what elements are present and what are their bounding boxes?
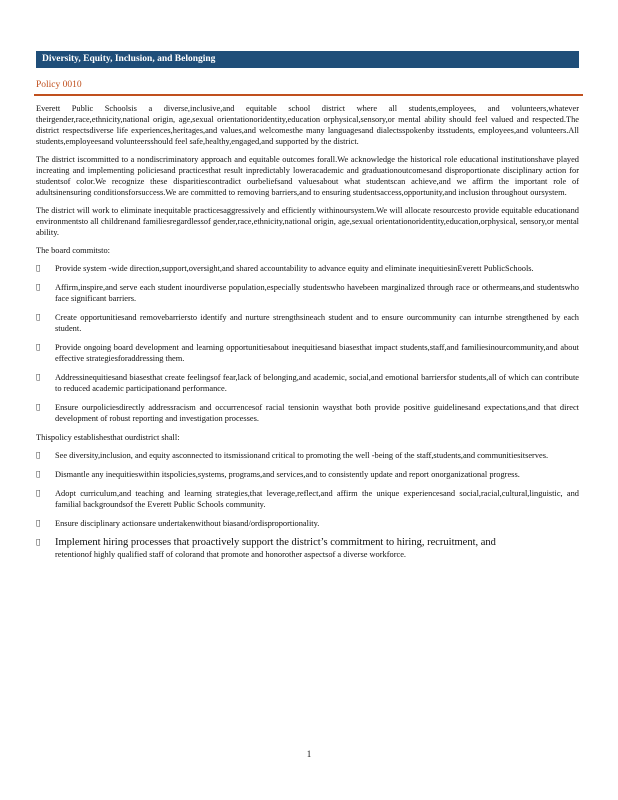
list-item: Ensure disciplinary actionsare undertakenwithout biasand/ordisproportionality.: [36, 518, 579, 529]
district-shall-list: [36, 450, 579, 560]
page-number: 1: [306, 749, 312, 759]
bullet-icon: [36, 488, 40, 499]
paragraph-elimination: The district will work to eliminate inequitable practicesaggressively and efficiently withinoursystem.We will allocate resourcesto provide equitable educationand environmentsto all childrenand familiesregardlessof gender,race,ethnicity,national origin, age,sexual orientationoridentity,education,orphysical, sensory,or mental ability.: [36, 206, 579, 237]
bullet-icon: [36, 312, 40, 323]
list-item: Adopt curriculum,and teaching and learning strategies,that leverage,reflect,and affirm the unique experiencesand social,racial,cultural,linguistic, and familial backgroundsof the Everett Public Schools community.: [36, 488, 579, 510]
board-commitments-list: [36, 263, 579, 424]
hiring-item-rest: retentionof highly qualified staff of colorand that promote and honorother aspectsof a diverse workforce.: [55, 550, 407, 559]
bullet-icon: [36, 537, 40, 548]
policy-number: Policy 0010: [36, 80, 82, 90]
paragraph-commitment: The district iscommitted to a nondiscriminatory approach and equitable outcomes forall.We acknowledge the historical role educational institutionshave played increating and implementing policiesand practicesthat result inpredictably loweracademic and graduationoutcomesand disproportionate disciplinary action for studentsof color.We recognize these disparitiescontradict ourbeliefsand valuesabout what studentscan achieve,and we affirm the important role of adultsinensuring conditionsforsuccess.We are committed to removing barriers,and to ensuring studentsaccess,opportunity,and inclusion throughout oursystem.: [36, 155, 579, 197]
banner-title: Diversity, Equity, Inclusion, and Belonging: [42, 54, 216, 64]
list-item: Addressinequitiesand biasesthat create feelingsof fear,lack of belonging,and academic, social,and emotional barriersfor students,all of which can contribute to reduced academic participationand performance.: [36, 372, 579, 394]
list-item: Create opportunitiesand removebarriersto identify and nurture strengthsineach student and to ensure ourcommunity can inturnbe strengthened by each student.: [36, 312, 579, 334]
paragraph-mission: Everett Public Schoolsis a diverse,inclusive,and equitable school district where all students,employees, and volunteers,whatever theirgender,race,ethnicity,national origin, age,sexual orientationoridentity,education orphysical,sensory,or mental ability should feel valued and respected.The district respectsdiverse life experiences,heritages,and values,and welcomesthe many languagesand dialectsspokenby itsstudents, employees,and volunteers.All students,employeesand volunteersshould feel safe,healthy,engaged,and supported by the district.: [36, 104, 579, 146]
list-item: Affirm,inspire,and serve each student inourdiverse population,especially studentswho havebeen marginalized through race or othermeans,and studentswho face significant barriers.: [36, 282, 579, 304]
bullet-icon: [36, 402, 40, 413]
header-divider: [34, 94, 583, 96]
list-item: See diversity,inclusion, and equity asconnected to itsmissionand critical to promoting the well -being of the staff,students,and communitiesitserves.: [36, 450, 579, 461]
bullet-icon: [36, 263, 40, 274]
bullet-icon: [36, 518, 40, 529]
policy-intro: Thispolicy establishesthat ourdistrict shall:: [36, 433, 180, 442]
bullet-icon: [36, 282, 40, 293]
board-intro: The board commitsto:: [36, 246, 110, 255]
hiring-item-lead: Implement hiring processes that proactively support the district’s commitment to hiring, recruitment, and: [55, 537, 496, 548]
bullet-icon: [36, 469, 40, 480]
policy-title-banner: [36, 51, 579, 68]
list-item: Provide ongoing board development and learning opportunitiesabout inequitiesand biasesthat impact students,staff,and familiesinourcommunity,and about effective strategiesforaddressing them.: [36, 342, 579, 364]
list-item: Ensure ourpoliciesdirectly addressracism and occurrencesof racial tensionin waysthat both provide positive guidelinesand expectations,and that direct development of robust reporting and investigation processes.: [36, 402, 579, 424]
list-item: Provide system -wide direction,support,oversight,and shared accountability to advance equity and eliminate inequitiesinEverett PublicSchools.: [36, 263, 579, 274]
policy-body: [36, 103, 579, 568]
list-item: [36, 537, 579, 560]
bullet-icon: [36, 450, 40, 461]
list-item: Dismantle any inequitieswithin itspolicies,systems, programs,and services,and to consistently update and report onorganizational progress.: [36, 469, 579, 480]
bullet-icon: [36, 372, 40, 383]
bullet-icon: [36, 342, 40, 353]
